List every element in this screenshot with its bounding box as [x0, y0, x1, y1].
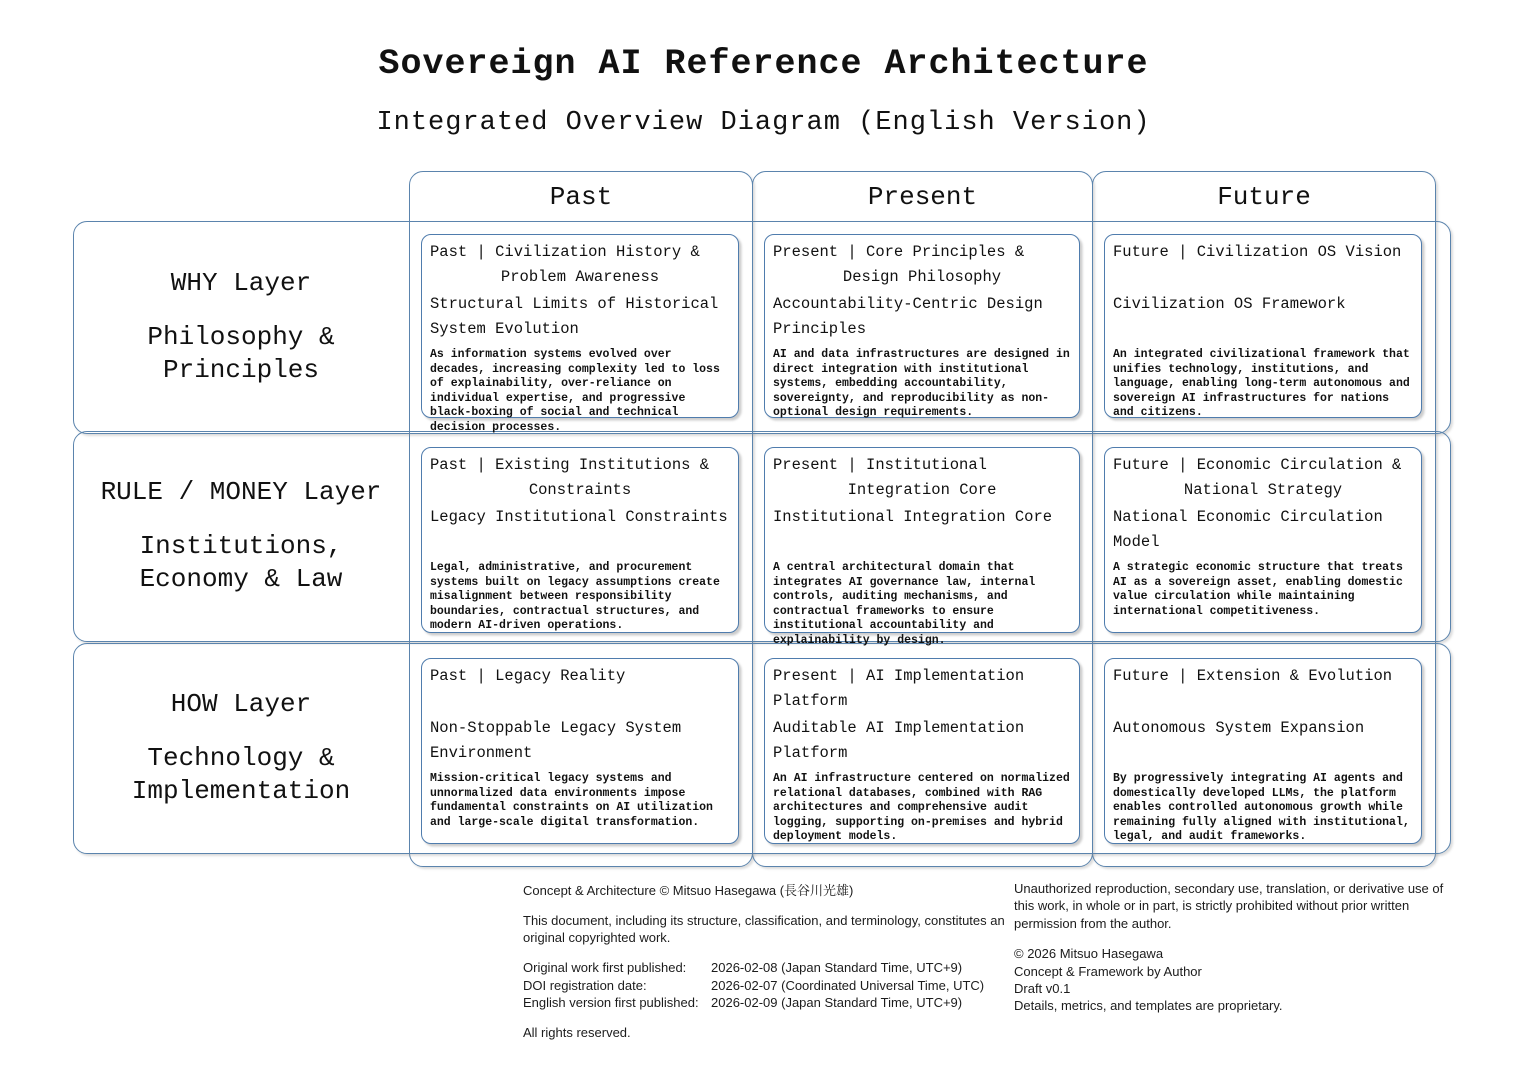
footer-left — [523, 882, 1005, 1054]
cell-title-line1: Past | Legacy Reality — [430, 667, 626, 685]
prohibition-notice: Unauthorized reproduction, secondary use, translation, or derivative use of this work, in whole or in part, is strictly prohibited without prior written permission from the author. — [1014, 881, 1444, 931]
row-label-why — [95, 221, 387, 432]
row-label-rule-money-name: RULE / MONEY Layer — [100, 476, 382, 507]
page-subtitle: Integrated Overview Diagram (English Version) — [376, 108, 1151, 138]
row-label-how — [95, 643, 387, 852]
cell-how-past-body: Mission-critical legacy systems and unnormalized data environments impose fundamental constraints on AI utilization and large-scale digital transformation. — [430, 772, 713, 829]
date-label: DOI registration date: — [523, 977, 647, 993]
cell-rule-present — [764, 447, 1080, 647]
cell-why-present-body: AI and data infrastructures are designed in direct integration with institutional systems, embedding accountability, sovereignty, and reproducibility as non-optional design requirements. — [773, 348, 1070, 419]
copyright-claim: This document, including its structure, classification, and terminology, constitutes an original copyrighted work. — [523, 913, 1005, 946]
credit-line: Concept & Architecture © Mitsuo Hasegawa (長谷川光雄) — [523, 883, 854, 898]
cell-why-past — [421, 234, 739, 434]
column-header-past: Past — [549, 182, 613, 212]
cell-how-future-body: By progressively integrating AI agents and domestically developed LLMs, the platform enables controlled autonomous growth while remaining fully aligned with institutional, legal, and audit frameworks. — [1113, 772, 1410, 843]
cell-title-line1: Present | Core Principles & — [773, 243, 1025, 261]
cell-title-line1: Present | AI Implementation — [773, 667, 1025, 685]
row-label-why-subname: Philosophy & Principles — [147, 322, 335, 385]
draft-version: Draft v0.1 — [1014, 981, 1071, 997]
date-value: 2026-02-07 (Coordinated Universal Time, UTC) — [711, 977, 985, 993]
column-header-present: Present — [867, 182, 978, 212]
cell-why-present-subtitle: Accountability-Centric Design Principles — [773, 295, 1043, 338]
cell-how-past-subtitle: Non-Stoppable Legacy System Environment — [430, 719, 682, 762]
page-title: Sovereign AI Reference Architecture — [378, 44, 1149, 84]
cell-how-present-body: An AI infrastructure centered on normalized relational databases, combined with RAG architectures and comprehensive audit logging, supporting on-premises and hybrid deployment models. — [773, 772, 1070, 843]
cell-title-line1: Future | Economic Circulation & — [1113, 456, 1402, 474]
cell-title-line1: Past | Existing Institutions & — [430, 456, 710, 474]
cell-rule-present-title — [773, 453, 1071, 503]
column-header-future: Future — [1217, 182, 1311, 212]
row-label-rule-money-subname: Institutions, Economy & Law — [139, 531, 343, 594]
date-row-english — [523, 994, 1005, 1011]
rights-reserved: All rights reserved. — [523, 1024, 631, 1040]
date-label: Original work first published: — [523, 960, 687, 976]
date-row-doi — [523, 977, 1005, 994]
cell-why-past-subtitle: Structural Limits of Historical System Evolution — [430, 295, 719, 338]
cell-why-past-title — [430, 240, 730, 290]
cell-rule-past-body: Legal, administrative, and procurement systems built on legacy assumptions create misalignment between responsibility boundaries, contractual structures, and modern AI-driven operations. — [430, 561, 720, 632]
cell-title-line2: Platform — [773, 692, 848, 710]
footer-right — [1014, 880, 1462, 1015]
cell-title-line2: Integration Core — [847, 481, 997, 499]
cell-rule-future-subtitle: National Economic Circulation Model — [1113, 508, 1383, 551]
date-value: 2026-02-09 (Japan Standard Time, UTC+9) — [711, 994, 963, 1010]
cell-title-line2: National Strategy — [1183, 481, 1343, 499]
cell-title-line1: Future | Extension & Evolution — [1113, 667, 1393, 685]
row-label-rule-money — [95, 431, 387, 640]
cell-how-past-title — [430, 664, 730, 714]
cell-how-future — [1104, 658, 1422, 844]
cell-title-line1: Past | Civilization History & — [430, 243, 700, 261]
cell-rule-future-title — [1113, 453, 1413, 503]
cell-why-future — [1104, 234, 1422, 418]
cell-why-future-title — [1113, 240, 1413, 290]
cell-title-line2: Problem Awareness — [500, 268, 660, 286]
cell-title-line1: Present | Institutional — [773, 456, 987, 474]
cell-title-line2: Design Philosophy — [842, 268, 1002, 286]
cell-rule-past-subtitle: Legacy Institutional Constraints — [430, 508, 728, 526]
cell-why-present — [764, 234, 1080, 418]
framework-line: Concept & Framework by Author — [1014, 963, 1202, 979]
publication-dates — [523, 959, 1005, 1010]
cell-rule-future-body: A strategic economic structure that treats AI as a sovereign asset, enabling domestic value circulation while maintaining international competitiveness. — [1113, 561, 1403, 618]
date-row-original — [523, 959, 1005, 976]
cell-title-line1: Future | Civilization OS Vision — [1113, 243, 1402, 261]
copyright-line: © 2026 Mitsuo Hasegawa — [1014, 946, 1164, 962]
cell-how-past — [421, 658, 739, 844]
row-label-why-name: WHY Layer — [170, 267, 312, 298]
cell-why-future-subtitle: Civilization OS Framework — [1113, 295, 1346, 313]
cell-how-present-title — [773, 664, 1071, 714]
row-label-how-subname: Technology & Implementation — [131, 743, 351, 806]
proprietary-note: Details, metrics, and templates are proprietary. — [1014, 998, 1283, 1014]
date-label: English version first published: — [523, 994, 699, 1010]
cell-how-future-subtitle: Autonomous System Expansion — [1113, 719, 1365, 737]
cell-rule-present-body: A central architectural domain that integrates AI governance law, internal controls, auditing mechanisms, and contractual frameworks to ensure institutional accountability and explainability by design. — [773, 561, 1036, 647]
cell-rule-present-subtitle: Institutional Integration Core — [773, 508, 1053, 526]
cell-rule-past-title — [430, 453, 730, 503]
date-value: 2026-02-08 (Japan Standard Time, UTC+9) — [711, 960, 963, 976]
cell-rule-future — [1104, 447, 1422, 633]
cell-rule-past — [421, 447, 739, 633]
cell-why-present-title — [773, 240, 1071, 290]
cell-how-present — [764, 658, 1080, 844]
cell-title-line2: Constraints — [528, 481, 632, 499]
cell-how-present-subtitle: Auditable AI Implementation Platform — [773, 719, 1025, 762]
cell-why-past-body: As information systems evolved over decades, increasing complexity led to loss of explainability, over-reliance on individual expertise, and progressive black-boxing of social and technical decision processes. — [430, 348, 720, 434]
row-label-how-name: HOW Layer — [170, 688, 312, 719]
cell-how-future-title — [1113, 664, 1413, 714]
cell-why-future-body: An integrated civilizational framework that unifies technology, institutions, and language, enabling long-term autonomous and sovereign AI infrastructures for nations and citizens. — [1113, 348, 1410, 419]
